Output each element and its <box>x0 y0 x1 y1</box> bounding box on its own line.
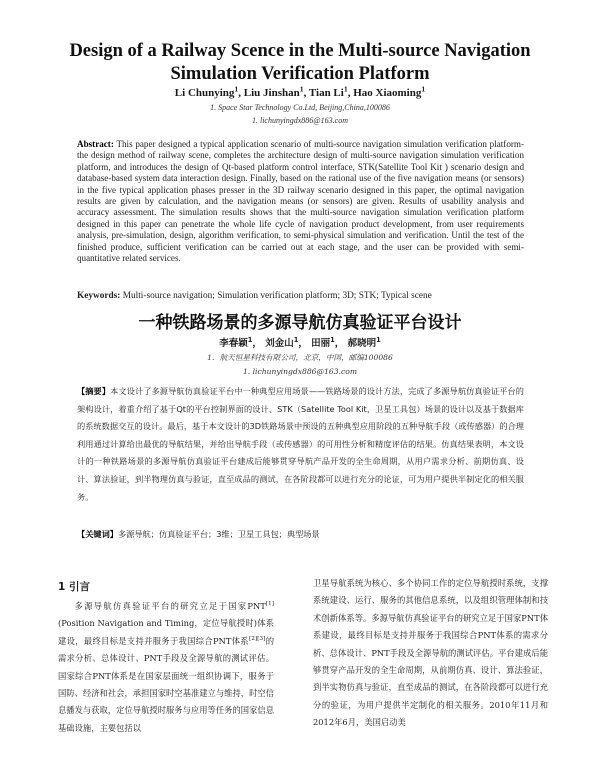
keywords-en <box>77 291 524 302</box>
abstract-cn <box>77 383 524 506</box>
paper-title-cn: 一种铁路场景的多源导航仿真验证平台设计 <box>138 313 462 333</box>
author-en-3: Tian Li <box>308 87 344 99</box>
author-cn-1: 李春颖 <box>219 338 248 349</box>
author-en-4: Hao Xiaoming <box>353 87 422 99</box>
abstract-en <box>77 139 524 264</box>
keywords-en-label: Keywords: <box>77 291 121 301</box>
keywords-cn <box>77 528 524 540</box>
abstract-cn-label: 【摘要】 <box>77 386 111 396</box>
author-en-1: Li Chunying <box>174 87 235 99</box>
abstract-cn-text: 本文设计了多源导航仿真验证平台中一种典型应用场景——铁路场景的设计方法，完成了多源导航仿真验证平台的架构设计，着重介绍了基于Qt的平台控制界面的设计、STK（Satellite Tool Kit，卫星工具包）场景的设计以及基于数据库的系统数据交互的设计。最后，基于本文设计的3D铁路场景中预设的五种典型应用阶段的五种导航手段（或传感器）的合理利用通过计算给出最优的导航结果，并给出导航手段（或传感器）的可用性分析和精度评估的结果。仿真结果表明，本文设计的一种铁路场景的多源导航仿真验证平台建成后能够贯穿导航产品开发的全生命周期，从用户需求分析、前期仿真、设计、算法验证，到半物理仿真与验证，直至成品的测试，在各阶段都可以进行充分的论证，可为用户提供半制定化的相关服务。 <box>77 386 524 502</box>
author-cn-4: 郝晓明 <box>347 338 377 349</box>
email-en: 1. lichunyingdx886@163.com <box>251 116 348 125</box>
body-column-left: 多源导航仿真验证平台的研究立足于国家PNT[1](Position Navigation and Timing，定位导航授时)体系建设，最终目标是支持并服务于我国综合PNT体系[2][3]的需求分析、总体设计、PNT手段及全源导航的测试评估。国家综合PNT体系是在国家层面统一组织协调下，服务于国防、经济和社会，承担国家时空基准建立与维持，时空信息播发与获取，定位导航授时服务与应用等任务的国家信息基础设施，主要包括以 <box>58 601 274 733</box>
keywords-en-text: Multi-source navigation; Simulation verification platform; 3D; STK; Typical scene <box>122 291 432 301</box>
author-cn-2: 刘金山 <box>265 338 294 349</box>
abstract-en-label: Abstract: <box>77 139 114 149</box>
authors-cn: 李春颖$^1$， 刘金山$^1$， 田丽$^1$， 郝晓明$^1$ <box>219 335 381 349</box>
keywords-cn-text: 多源导航；仿真验证平台；3维；卫星工具包；典型场景 <box>117 529 320 539</box>
abstract-en-text: This paper designed a typical application scenario of multi-source navigation simulation verification platform-the design method of railway scene, completes the architecture design of multi-source navigation simulation verification platform, and introduces the design of Qt-based platform control interface, STK(Satellite Tool Kit ) scenario design and database-based system data interaction design. Finally, based on the rational use of the five navigation means (or sensors) in the five typical application phases presser in the 3D railway scenario designed in this paper, the optimal navigation results are given by calculation, and the navigation means (or sensors) are given. Results of usability analysis and accuracy assessment. The simulation results shows that the multi-source navigation simulation verification platform designed in this paper can penetrate the whole life cycle of navigation product development, from user requirements analysis, pre-simulation, design, algorithm verification, to semi-physical simulation and verification. Until the test of the finished produce, sufficient verification can be carried out at each stage, and the user can be provided with semi-quantitative related services. <box>77 139 524 264</box>
paper-title-en: Design of a Railway Scence in the Multi-source Navigation Simulation Verification Platform <box>69 41 531 84</box>
author-en-2: Liu Jinshan <box>243 87 300 99</box>
authors-en: Li Chunying$^1$, Liu Jinshan$^1$, Tian Li$^1$, Hao Xiaoming$^1$ <box>174 84 426 99</box>
affiliation-en: 1. Space Star Technology Co.Ltd, Beijing,China,100086 <box>210 103 390 112</box>
keywords-cn-label: 【关键词】 <box>77 529 118 539</box>
author-cn-3: 田丽 <box>311 338 331 349</box>
email-cn: 1. lichunyingdx886@163.com <box>242 367 358 376</box>
affiliation-cn: 1．航天恒星科技有限公司，北京，中国，邮编100086 <box>207 353 393 362</box>
body-column-right: 卫星导航系统为核心、多个协同工作的定位导航授时系统，支撑系统建设、运行、服务的其他信息系统，以及组织管理体制和技术创新体系等。多源导航仿真验证平台的研究立足于国家PNT体系建设，最终目标是支持并服务于我国综合PNT体系的需求分析、总体设计、PNT手段及全源导航的测试评估。平台建成后能够贯穿产品开发的全生命周期，从前期仿真、设计、算法验证，到半实物仿真与验证，直至成品的测试，在各阶段都可以进行充分的验证，为用户提供半定制化的相关服务。2010年11月和2012年6月，美国启动美 <box>313 578 548 728</box>
section-1-heading: 1 引言 <box>58 581 90 593</box>
